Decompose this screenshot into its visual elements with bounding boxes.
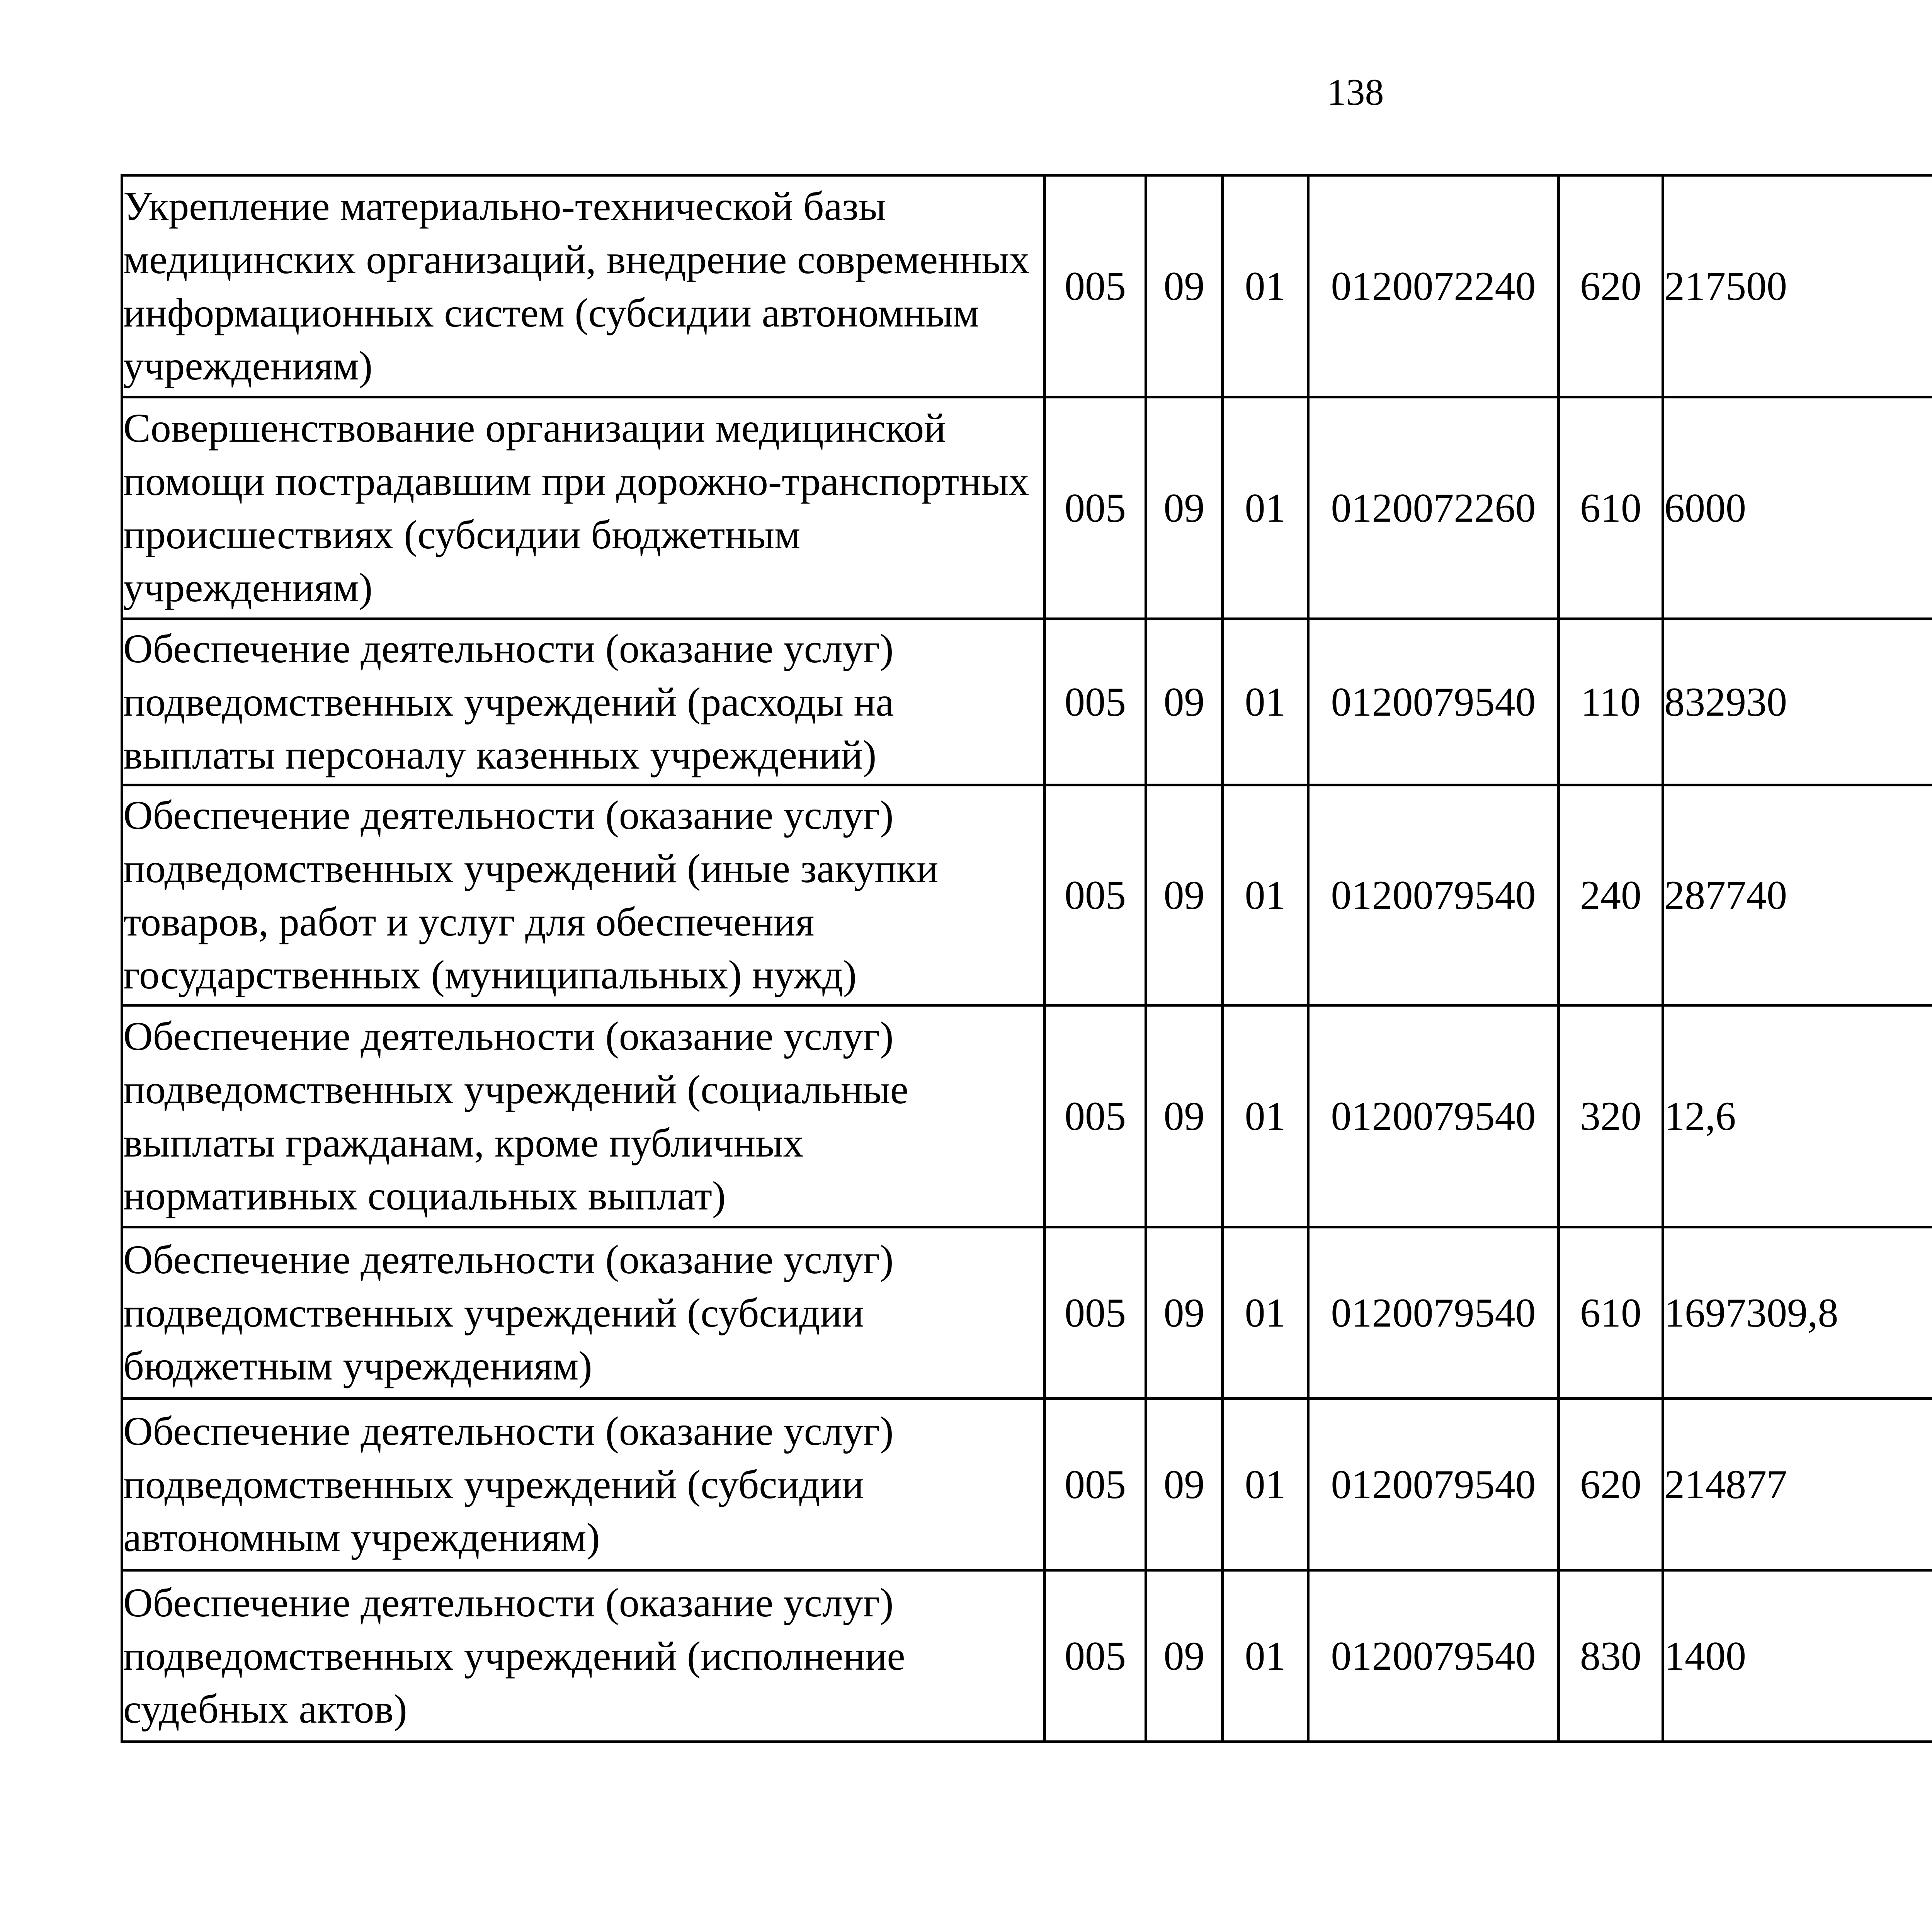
expense-type-code: 610 bbox=[1559, 1227, 1663, 1399]
ministry-code: 005 bbox=[1045, 1227, 1146, 1399]
subsection-code: 01 bbox=[1223, 619, 1308, 785]
amount-year-1: 1400 bbox=[1663, 1570, 1932, 1742]
ministry-code: 005 bbox=[1045, 785, 1146, 1005]
table-row bbox=[122, 397, 1932, 619]
expense-type-code: 240 bbox=[1559, 785, 1663, 1005]
row-description: Укрепление материально-технической базы медицинских организаций, внедрение современных информационных систем (субсидии автономным учреждениям) bbox=[122, 175, 1045, 397]
subsection-code: 01 bbox=[1223, 175, 1308, 397]
section-code: 09 bbox=[1146, 397, 1223, 619]
target-item-code: 0120079540 bbox=[1308, 785, 1559, 1005]
budget-table bbox=[121, 174, 1932, 1743]
ministry-code: 005 bbox=[1045, 1570, 1146, 1742]
expense-type-code: 620 bbox=[1559, 175, 1663, 397]
section-code: 09 bbox=[1146, 619, 1223, 785]
target-item-code: 0120079540 bbox=[1308, 1005, 1559, 1227]
target-item-code: 0120072240 bbox=[1308, 175, 1559, 397]
amount-year-1: 12,6 bbox=[1663, 1005, 1932, 1227]
table-row bbox=[122, 619, 1932, 785]
section-code: 09 bbox=[1146, 1227, 1223, 1399]
row-description: Обеспечение деятельности (оказание услуг) подведомственных учреждений (иные закупки товаров, работ и услуг для обеспечения государственных (муниципальных) нужд) bbox=[122, 785, 1045, 1005]
ministry-code: 005 bbox=[1045, 1005, 1146, 1227]
subsection-code: 01 bbox=[1223, 397, 1308, 619]
expense-type-code: 620 bbox=[1559, 1399, 1663, 1570]
section-code: 09 bbox=[1146, 1570, 1223, 1742]
amount-year-1: 287740 bbox=[1663, 785, 1932, 1005]
target-item-code: 0120079540 bbox=[1308, 1399, 1559, 1570]
section-code: 09 bbox=[1146, 175, 1223, 397]
expense-type-code: 610 bbox=[1559, 397, 1663, 619]
row-description: Обеспечение деятельности (оказание услуг) подведомственных учреждений (субсидии автономным учреждениям) bbox=[122, 1399, 1045, 1570]
subsection-code: 01 bbox=[1223, 785, 1308, 1005]
target-item-code: 0120079540 bbox=[1308, 1227, 1559, 1399]
table-row bbox=[122, 785, 1932, 1005]
amount-year-1: 1697309,8 bbox=[1663, 1227, 1932, 1399]
ministry-code: 005 bbox=[1045, 1399, 1146, 1570]
row-description: Совершенствование организации медицинской помощи пострадавшим при дорожно-транспортных происшествиях (субсидии бюджетным учреждениям) bbox=[122, 397, 1045, 619]
amount-year-1: 6000 bbox=[1663, 397, 1932, 619]
table-row bbox=[122, 1227, 1932, 1399]
amount-year-1: 214877 bbox=[1663, 1399, 1932, 1570]
expense-type-code: 320 bbox=[1559, 1005, 1663, 1227]
target-item-code: 0120072260 bbox=[1308, 397, 1559, 619]
table-row bbox=[122, 175, 1932, 397]
table-body bbox=[122, 175, 1932, 1742]
row-description: Обеспечение деятельности (оказание услуг) подведомственных учреждений (социальные выплаты гражданам, кроме публичных нормативных социальных выплат) bbox=[122, 1005, 1045, 1227]
table-row bbox=[122, 1399, 1932, 1570]
expense-type-code: 110 bbox=[1559, 619, 1663, 785]
table-row bbox=[122, 1570, 1932, 1742]
row-description: Обеспечение деятельности (оказание услуг) подведомственных учреждений (расходы на выплаты персоналу казенных учреждений) bbox=[122, 619, 1045, 785]
page-number: 138 bbox=[1327, 71, 1384, 113]
ministry-code: 005 bbox=[1045, 175, 1146, 397]
section-code: 09 bbox=[1146, 1005, 1223, 1227]
expense-type-code: 830 bbox=[1559, 1570, 1663, 1742]
section-code: 09 bbox=[1146, 785, 1223, 1005]
subsection-code: 01 bbox=[1223, 1005, 1308, 1227]
table-row bbox=[122, 1005, 1932, 1227]
subsection-code: 01 bbox=[1223, 1570, 1308, 1742]
row-description: Обеспечение деятельности (оказание услуг) подведомственных учреждений (исполнение судебных актов) bbox=[122, 1570, 1045, 1742]
subsection-code: 01 bbox=[1223, 1227, 1308, 1399]
row-description: Обеспечение деятельности (оказание услуг) подведомственных учреждений (субсидии бюджетным учреждениям) bbox=[122, 1227, 1045, 1399]
target-item-code: 0120079540 bbox=[1308, 1570, 1559, 1742]
amount-year-1: 217500 bbox=[1663, 175, 1932, 397]
target-item-code: 0120079540 bbox=[1308, 619, 1559, 785]
ministry-code: 005 bbox=[1045, 397, 1146, 619]
ministry-code: 005 bbox=[1045, 619, 1146, 785]
amount-year-1: 832930 bbox=[1663, 619, 1932, 785]
subsection-code: 01 bbox=[1223, 1399, 1308, 1570]
section-code: 09 bbox=[1146, 1399, 1223, 1570]
